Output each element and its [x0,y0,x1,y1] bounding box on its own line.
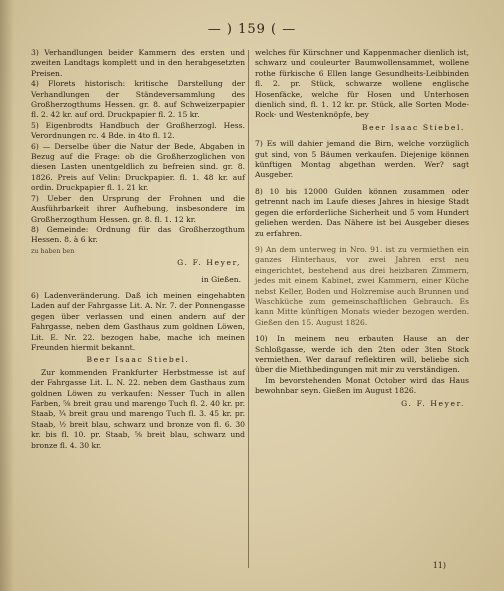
signature: G. F. Heyer. [401,398,465,408]
signature: Beer Isaac Stiebel. [86,355,190,365]
notice-item: Zur kommenden Frankfurter Herbstmesse ist auf der Fahrgasse Lit. L. N. 22. neben dem Gasthaus zum goldnen Löwen zu verkaufen: Nesser Tuch in allen Farben, ⅝ breit grau und marengo Tuch fl. 2. 40 kr. pr. Staab, ¾ breit grau und marengo Tuch fl. 3. 45 kr. pr. Staab, ½ breit blau, schwarz und bronze von fl. 6. 30 kr. bis fl. 10. pr. Staab, ⅝ breit blau, schwarz und bronze fl. 4. 30 kr. [31,367,245,450]
notice-item: 6) — Derselbe über die Natur der Bede, Abgaben in Bezug auf die Frage: ob die Großherzoglichen von diesen Lasten unentgeldlich zu befreien sind. gr. 8. 1826. Preis auf Velin: Druckpapier. fl. 1. 48 kr. auf ordin. Druckpapier fl. 1. 21 kr. [31,141,245,193]
notice-item: 9) An dem unterweg in Nro. 91. ist zu vermiethen ein ganzes Hinterhaus, vor zwei Jahren erst neu eingerichtet, bestehend aus drei heizbaren Zimmern, jedes mit einem Kabinet, zwei Kammern, einer Küche nebst Keller, Boden und Holzremise auch Brunnen und Waschküche zum gemeinschaftlichen Gebrauch. Es kann Mitte künftigen Monats wieder bezogen werden. Gießen den 15. August 1826. [255,244,469,327]
notice-item: 8) 10 bis 12000 Gulden können zusammen oder getrennt nach im Laufe dieses Jahres in hiesige Stadt gegen die erforderliche Sicherheit und 5 vom Hundert geliehen werden. Das Nähere ist bei Ausgeber dieses zu erfahren. [255,186,469,238]
catchword: 11) [432,561,446,570]
notice-item: 3) Verhandlungen beider Kammern des ersten und zweiten Landtags komplett und in den herabgesetzten Preisen. [31,48,245,78]
notice-item: 6) Ladenveränderung. Daß ich meinen eingehabten Laden auf der Fahrgasse Lit. A. Nr. 7. der Ponnengasse gegen über verlassen und einen andern auf der Fahrgasse, neben dem Gasthaus zum goldnen Löwen, Lit. E. Nr. 22. bezogen habe, mache ich meinen Freunden hiermit bekannt. [31,290,245,352]
notice-item: 10) In meinem neu erbauten Hause an der Schloßgasse, werde ich den 2ten oder 3ten Stock vermiethen. Wer darauf reflektiren will, beliebe sich über die Miethbedingungen mit mir zu verständigen. [255,334,469,375]
signature: Beer Isaac Stiebel. [361,122,465,132]
notice-item: 8) Gemeinde: Ordnung für das Großherzogthum Hessen. 8. à 6 kr. [31,224,245,245]
notice-item: welches für Kürschner und Kappenmacher dienlich ist, schwarz und couleurter Baumwollensammet, wollene rothe fürkische 6 Ellen lange Gesundheits-Leibbinden fl. 2. pr. Stück, schwarze wollene englische Hosenfäcke, welche für Hosen und Unterhosen dienlich sind, fl. 1. 12 kr. pr. Stück, alle Sorten Mode-Rock- und Westenknöpfe, bey [255,48,469,120]
notice-item: 7) Ueber den Ursprung der Frohnen und die Ausführbarkeit ihrer Aufhebung, insbesondere im Großherzogthum Hessen. gr. 8. fl. 1. 12 kr. [31,193,245,224]
signature-location: in Gießen. [201,274,241,284]
column-divider [248,50,249,568]
notice-item: 7) Es will dahier jemand die Birn, welche vorzüglich gut sind, von 5 Bäumen verkaufen. Diejenige können künftigen Montag abgethan werden. Wer? sagt Ausgeber. [255,139,469,180]
availability-line: zu haben ben [31,246,75,255]
notice-item: 4) Florets historisch: kritische Darstellung der Verhandlungen der Ständeversammlung des Großherzogthums Hessen. gr. 8. auf Schweizerpapier fl. 2. 42 kr. auf ord. Druckpapier fl. 2. 15 kr. [31,79,245,120]
page-number-header: — ) 159 ( — [207,22,297,37]
notice-item: 5) Eigenbrodts Handbuch der Großherzogl. Hess. Verordnungen rc. 4 Bde. in 4to fl. 12. [31,120,245,141]
right-column [255,48,469,415]
signature: G. F. Heyer, [177,258,241,268]
notice-item: Im bevorstehenden Monat October wird das Haus bewohnbar seyn. Gießen im August 1826. [255,375,469,396]
left-column [31,48,245,451]
page-spine-shadow [0,0,14,591]
